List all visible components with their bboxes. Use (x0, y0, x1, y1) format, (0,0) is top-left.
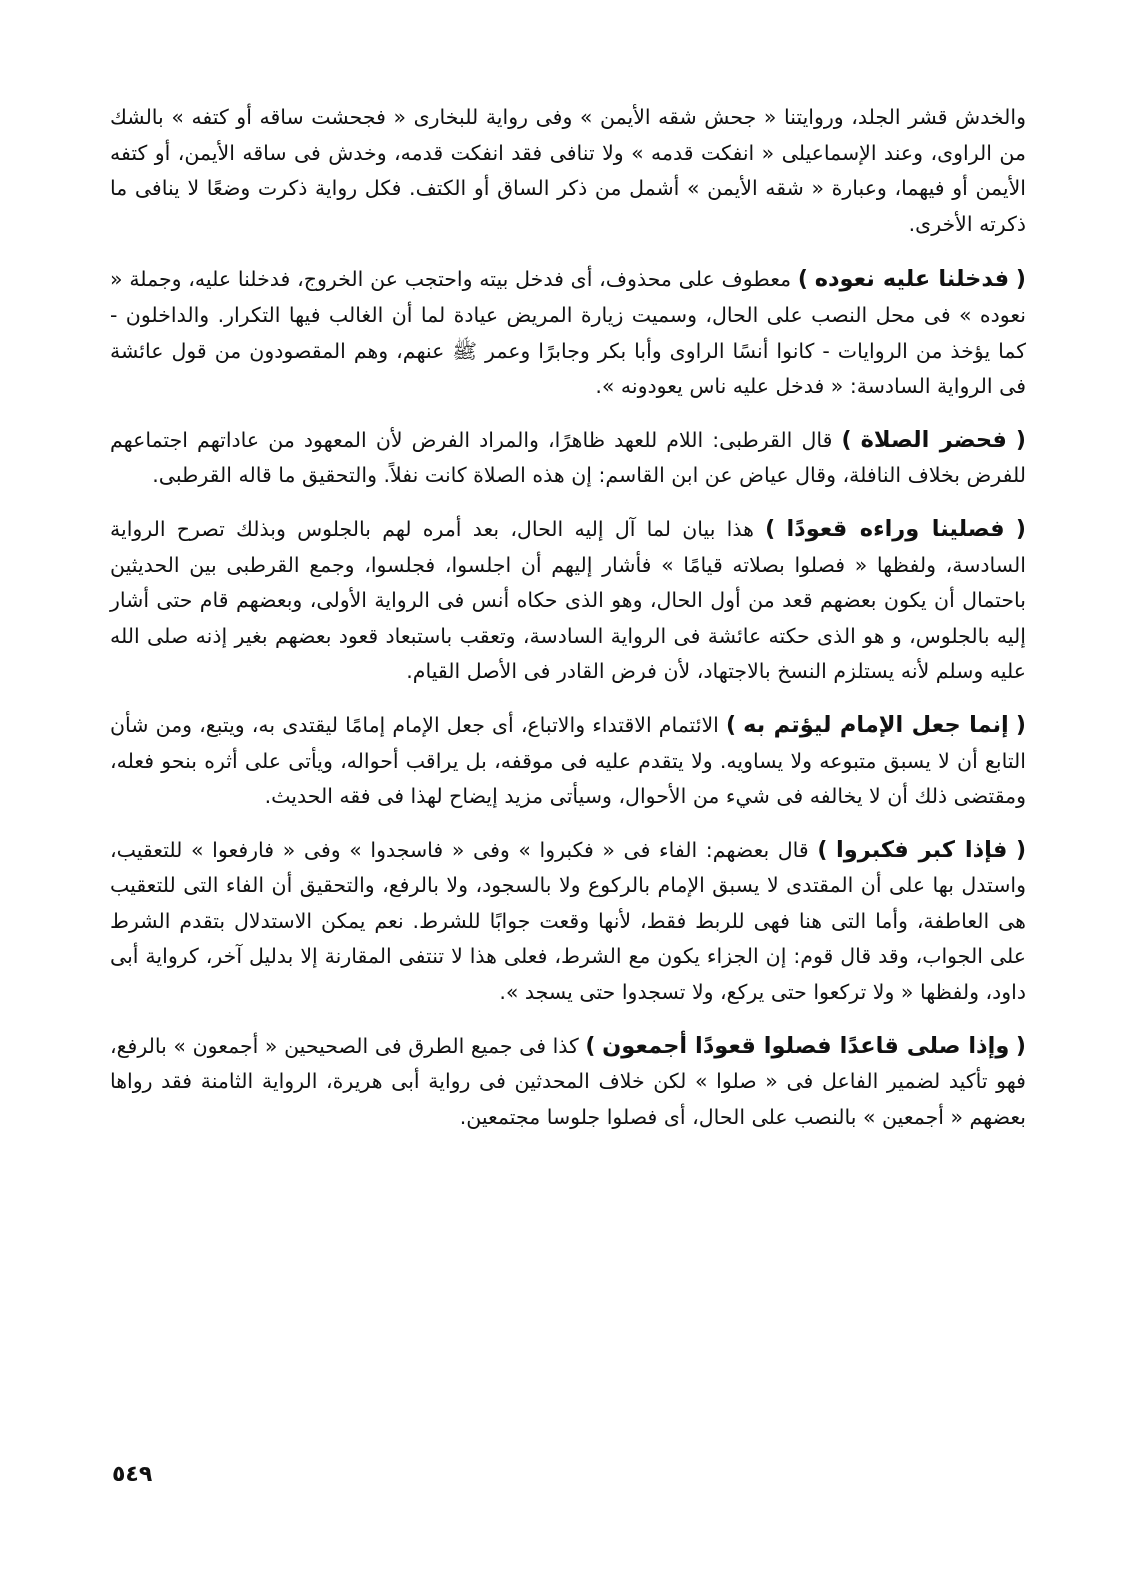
paragraph-3-heading: فحضر الصلاة (860, 426, 1007, 453)
paragraph-1-body: والخدش قشر الجلد، وروايتنا « جحش شقه الأيمن » وفى رواية للبخارى « فجحشت ساقه أو كتفه » بالشك من الراوى، وعند الإسماعيلى « انفكت قدمه » ولا تنافى فقد انفكت قدمه، وخدش فى ساقه الأيمن، أو كتفه الأيمن أو فيهما، وعبارة « شقه الأيمن » أشمل من ذكر الساق أو الكتف. فكل رواية ذكرت وضعًا لا ينافى ما ذكرته الأخرى. (110, 105, 1026, 236)
paragraph-4-heading: فصلينا وراءه قعودًا (786, 515, 1005, 542)
paragraph-6: ( فإذا كبر فكبروا ) قال بعضهم: الفاء فى « فكبروا » وفى « فاسجدوا » وفى « فارفعوا » للتعقيب، واستدل بها على أن المقتدى لا يسبق الإمام بالركوع ولا بالسجود، ولا بالرفع، والتحقيق أن الفاء التى للتعقيب هى العاطفة، وأما التى هنا فهى للربط فقط، لأنها وقعت جوابًا للشرط. نعم يمكن الاستدلال بتقدم الشرط على الجواب، وقد قال قوم: إن الجزاء يكون مع الشرط، فعلى هذا لا تنتفى المقارنة إلا بدليل آخر، كرواية أبى داود، ولفظها « ولا تركعوا حتى يركع، ولا تسجدوا حتى يسجد ». (110, 836, 1026, 1005)
paragraph-2: ( فدخلنا عليه نعوده ) معطوف على محذوف، أى فدخل بيته واحتجب عن الخروج، فدخلنا عليه، وجملة « نعوده » فى محل النصب على الحال، وسميت زيارة المريض عيادة لما أن الغالب فيها التكرار. والداخلون - كما يؤخذ من الروايات - كانوا أنسًا الراوى وأبا بكر وجابرًا وعمر ﷺ عنهم، وهم المقصودون من قول عائشة فى الرواية السادسة: « فدخل عليه ناس يعودونه ». (110, 266, 1026, 399)
paragraph-5: ( إنما جعل الإمام ليؤتم به ) الائتمام الاقتداء والاتباع، أى جعل الإمام إمامًا ليقتدى به، ويتبع، ومن شأن التابع أن لا يسبق متبوعه ولا يساويه. ولا يتقدم عليه فى موقفه، بل يراقب أحواله، ويأتى على أثره بنحو فعله، ومقتضى ذلك أن لا يخالفه فى شيء من الأحوال، وسيأتى مزيد إيضاح لهذا فى فقه الحديث. (110, 711, 1026, 809)
paragraph-2-heading: فدخلنا عليه نعوده (814, 266, 1010, 293)
page-number: ٥٤٩ (112, 1462, 153, 1487)
paragraph-2-body: معطوف على محذوف، أى فدخل بيته واحتجب عن الخروج، فدخلنا عليه، وجملة « نعوده » فى محل النصب على الحال، وسميت زيارة المريض عيادة لما أن الغالب فيها التكرار. والداخلون - كما يؤخذ من الروايات - كانوا أنسًا الراوى وأبا بكر وجابرًا وعمر ﷺ عنهم، وهم المقصودون من قول عائشة فى الرواية السادسة: « فدخل عليه ناس يعودونه ». (110, 267, 1026, 399)
paragraph-5-heading: إنما جعل الإمام ليؤتم به (743, 711, 1009, 738)
paragraph-7-heading: وإذا صلى قاعدًا فصلوا قعودًا أجمعون (602, 1032, 1010, 1059)
paragraph-5-body: الائتمام الاقتداء والاتباع، أى جعل الإمام إمامًا ليقتدى به، ويتبع، ومن شأن التابع أن لا يسبق متبوعه ولا يساويه. ولا يتقدم عليه فى موقفه، بل يراقب أحواله، ويأتى على أثره بنحو فعله، ومقتضى ذلك أن لا يخالفه فى شيء من الأحوال، وسيأتى مزيد إيضاح لهذا فى فقه الحديث. (110, 712, 1026, 809)
paragraph-7-body: كذا فى جميع الطرق فى الصحيحين « أجمعون » بالرفع، فهو تأكيد لضمير الفاعل فى « صلوا » لكن خلاف المحدثين فى رواية أبى هريرة، الرواية الثامنة فقد رواها بعضهم « أجمعين » بالنصب على الحال، أى فصلوا جلوسا مجتمعين. (110, 1033, 1026, 1129)
paragraph-6-body: قال بعضهم: الفاء فى « فكبروا » وفى « فاسجدوا » وفى « فارفعوا » للتعقيب، واستدل بها على أن المقتدى لا يسبق الإمام بالركوع ولا بالسجود، ولا بالرفع، والتحقيق أن الفاء التى للتعقيب هى العاطفة، وأما التى هنا فهى للربط فقط، لأنها وقعت جوابًا للشرط. نعم يمكن الاستدلال بتقدم الشرط على الجواب، وقد قال قوم: إن الجزاء يكون مع الشرط، فعلى هذا لا تنتفى المقارنة إلا بدليل آخر، كرواية أبى داود، ولفظها « ولا تركعوا حتى يركع، ولا تسجدوا حتى يسجد ». (110, 837, 1026, 1005)
paragraph-3: ( فحضر الصلاة ) قال القرطبى: اللام للعهد ظاهرًا، والمراد الفرض لأن المعهود من عاداتهم اجتماعهم للفرض بخلاف النافلة، وقال عياض عن ابن القاسم: إن هذه الصلاة كانت نفلاً. والتحقيق ما قاله القرطبى. (110, 426, 1026, 488)
text-block (110, 100, 1026, 1135)
paragraph-6-heading: فإذا كبر فكبروا (836, 836, 1008, 863)
paragraph-7: ( وإذا صلى قاعدًا فصلوا قعودًا أجمعون ) كذا فى جميع الطرق فى الصحيحين « أجمعون » بالرفع، فهو تأكيد لضمير الفاعل فى « صلوا » لكن خلاف المحدثين فى رواية أبى هريرة، الرواية الثامنة فقد رواها بعضهم « أجمعين » بالنصب على الحال، أى فصلوا جلوسا مجتمعين. (110, 1032, 1026, 1129)
paragraph-1 (110, 100, 1026, 242)
paragraph-4: ( فصلينا وراءه قعودًا ) هذا بيان لما آل إليه الحال، بعد أمره لهم بالجلوس وبذلك تصرح الرواية السادسة، ولفظها « فصلوا بصلاته قيامًا » فأشار إليهم أن اجلسوا، فجلسوا، وجمع القرطبى بين الحديثين باحتمال أن يكون بعضهم قعد من أول الحال، وهو الذى حكاه أنس فى الرواية الأولى، وبعضهم قام حتى أشار إليه بالجلوس، و هو الذى حكته عائشة فى الرواية السادسة، وتعقب باستبعاد قعود بعضهم بغير إذنه صلى الله عليه وسلم لأنه يستلزم النسخ بالاجتهاد، لأن فرض القادر فى الأصل القيام. (110, 515, 1026, 684)
paragraph-4-body: هذا بيان لما آل إليه الحال، بعد أمره لهم بالجلوس وبذلك تصرح الرواية السادسة، ولفظها « فصلوا بصلاته قيامًا » فأشار إليهم أن اجلسوا، فجلسوا، وجمع القرطبى بين الحديثين باحتمال أن يكون بعضهم قعد من أول الحال، وهو الذى حكاه أنس فى الرواية الأولى، وبعضهم قام حتى أشار إليه بالجلوس، و هو الذى حكته عائشة فى الرواية السادسة، وتعقب باستبعاد قعود بعضهم بغير إذنه صلى الله عليه وسلم لأنه يستلزم النسخ بالاجتهاد، لأن فرض القادر فى الأصل القيام. (110, 516, 1026, 684)
paragraph-3-body: قال القرطبى: اللام للعهد ظاهرًا، والمراد الفرض لأن المعهود من عاداتهم اجتماعهم للفرض بخلاف النافلة، وقال عياض عن ابن القاسم: إن هذه الصلاة كانت نفلاً. والتحقيق ما قاله القرطبى. (110, 427, 1026, 488)
